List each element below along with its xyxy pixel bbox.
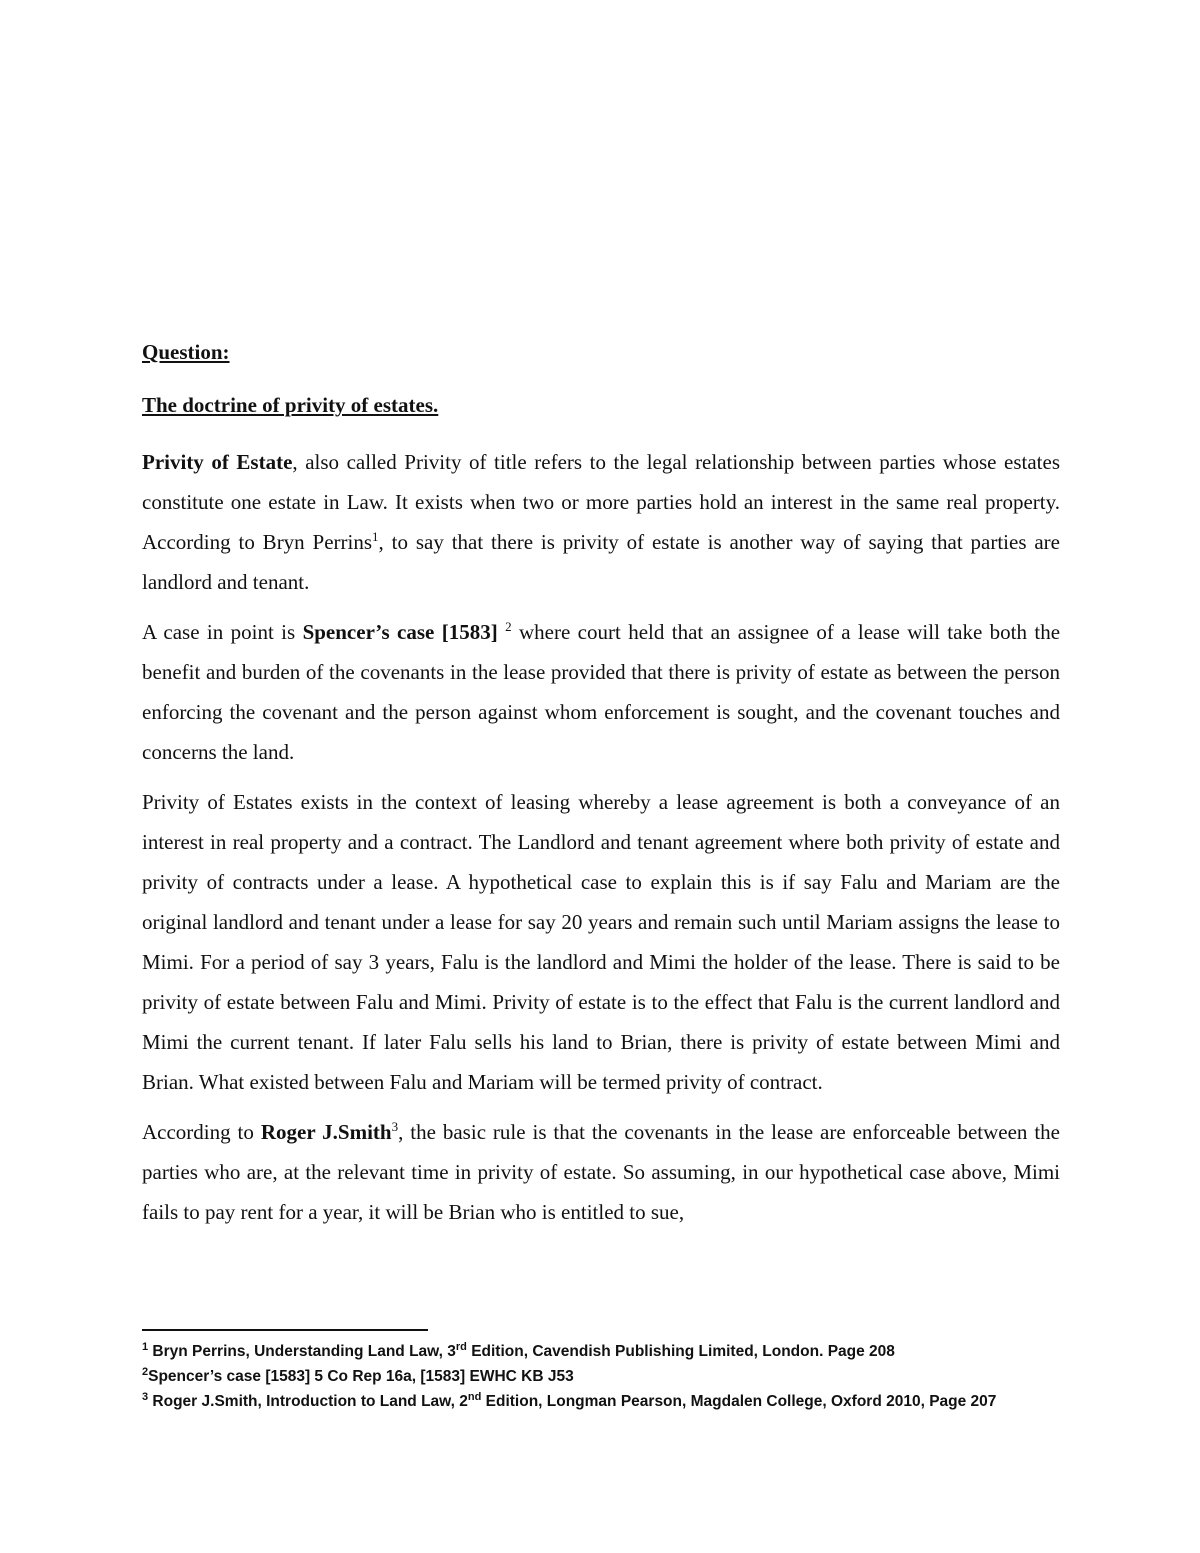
- paragraph-spencers-case: [142, 612, 1060, 772]
- footnote-3: [142, 1389, 1072, 1414]
- document-body: [142, 336, 1060, 1242]
- paragraph-text: where court held that an assignee of a lease will take both the benefit and burden of the covenants in the lease provided that there is privity of estate as between the person enforcing the covenant and the person against whom enforcement is sought, and the covenant touches and concerns the land.: [142, 620, 1061, 764]
- author-roger-smith: Roger J.Smith: [260, 1120, 392, 1144]
- footnote-ref-2[interactable]: 2: [505, 619, 512, 634]
- footnote-1: [142, 1339, 1072, 1364]
- footnote-text: Bryn Perrins, Understanding Land Law, 3: [148, 1343, 456, 1360]
- paragraph-text: , also called Privity of title refers to the legal relationship between parties whose estates constitute one estate in Law. It exists when two or more parties hold an interest in the same real property. According to Bryn Perrins: [142, 450, 1060, 554]
- paragraph-hypothetical-case: Privity of Estates exists in the context of leasing whereby a lease agreement is both a conveyance of an interest in real property and a contract. The Landlord and tenant agreement where both privity of estate and privity of contracts under a lease. A hypothetical case to explain this is if say Falu and Mariam are the original landlord and tenant under a lease for say 20 years and remain such until Mariam assigns the lease to Mimi. For a period of say 3 years, Falu is the landlord and Mimi the holder of the lease. There is said to be privity of estate between Falu and Mimi. Privity of estate is to the effect that Falu is the current landlord and Mimi the current tenant. If later Falu sells his land to Brian, there is privity of estate between Mimi and Brian. What existed between Falu and Mariam will be termed privity of contract.: [142, 790, 1060, 1094]
- footnote-ref-3[interactable]: 3: [391, 1119, 399, 1134]
- footnote-separator: [142, 1329, 428, 1331]
- footnote-number: 2: [142, 1365, 149, 1378]
- case-citation-spencer: Spencer’s case [1583]: [302, 620, 498, 644]
- paragraph-text: A case in point is: [142, 620, 303, 644]
- footnote-2: [142, 1364, 1072, 1389]
- footnote-ref-1[interactable]: 1: [372, 529, 379, 544]
- footnote-text: Edition, Longman Pearson, Magdalen College, Oxford 2010, Page 207: [481, 1393, 997, 1410]
- footnote-number: 3: [142, 1390, 149, 1403]
- paragraph-text: According to: [142, 1120, 261, 1144]
- paragraph-roger-smith: [142, 1112, 1060, 1232]
- footnote-number: 1: [142, 1340, 149, 1353]
- footnotes-section: [142, 1339, 1072, 1414]
- topic-title: The doctrine of privity of estates.: [142, 393, 439, 417]
- footnote-ordinal: nd: [467, 1390, 482, 1403]
- question-label: Question:: [142, 340, 230, 364]
- footnote-text: Roger J.Smith, Introduction to Land Law, 2: [148, 1393, 468, 1410]
- term-privity-of-estate: Privity of Estate: [142, 450, 293, 474]
- footnote-text: Edition, Cavendish Publishing Limited, London. Page 208: [466, 1343, 895, 1360]
- paragraph-privity-definition: [142, 442, 1060, 602]
- footnote-ordinal: rd: [455, 1340, 467, 1353]
- paragraph-text: , to say that there is privity of estate is another way of saying that parties are landlord and tenant.: [142, 530, 1060, 594]
- paragraph-text: , the basic rule is that the covenants in the lease are enforceable between the parties who are, at the relevant time in privity of estate. So assuming, in our hypothetical case above, Mimi fails to pay rent for a year, it will be Brian who is entitled to sue,: [142, 1120, 1060, 1224]
- footnote-text: Spencer’s case [1583] 5 Co Rep 16a, [1583] EWHC KB J53: [148, 1368, 574, 1385]
